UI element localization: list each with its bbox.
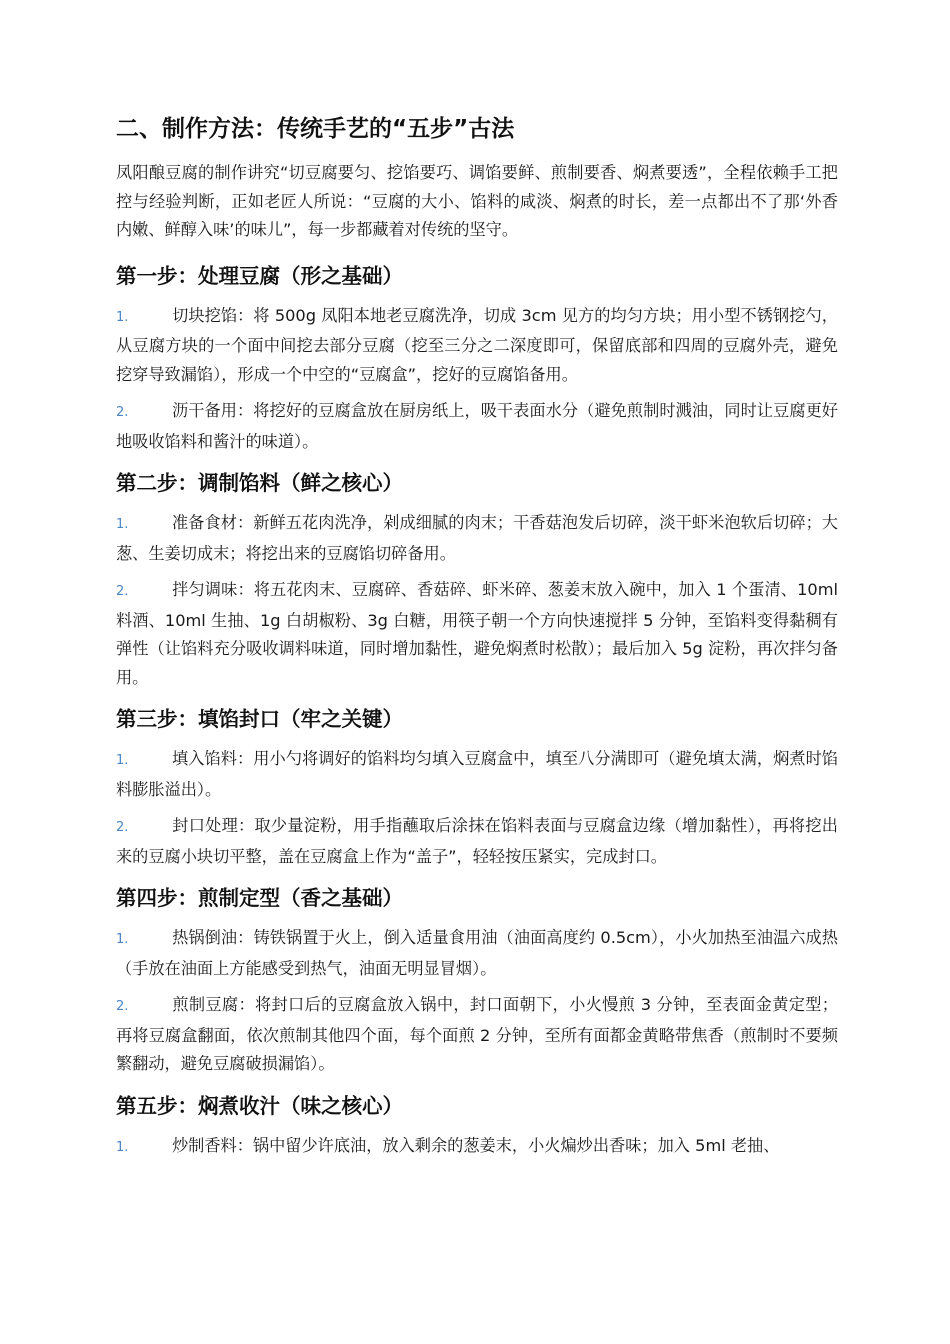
step-2 <box>116 468 838 692</box>
list-number: 1. <box>116 309 129 325</box>
list-item <box>116 1132 838 1163</box>
list-number: 1. <box>116 517 129 532</box>
list-item-text: 封口处理：取少量淀粉，用手指蘸取后涂抹在馅料表面与豆腐盒边缘（增加黏性），再将挖出来的豆腐小块切平整，盖在豆腐盒上作为“盖子”，轻轻按压紧实，完成封口。 <box>116 816 838 866</box>
list-item <box>116 576 838 692</box>
list-item <box>116 397 838 456</box>
list-item-text: 填入馅料：用小勺将调好的馅料均匀填入豆腐盒中，填至八分满即可（避免填太满，焖煮时馅料膨胀溢出）。 <box>116 749 838 799</box>
document-page <box>116 112 838 1174</box>
list-item-text: 煎制豆腐：将封口后的豆腐盒放入锅中，封口面朝下，小火慢煎 3 分钟，至表面金黄定型；再将豆腐盒翻面，依次煎制其他四个面，每个面煎 2 分钟，至所有面都金黄略带焦香（煎制时不要频繁翻动，避免豆腐破损漏馅）。 <box>116 995 838 1073</box>
list-number: 2. <box>116 405 129 420</box>
step-1 <box>116 261 838 457</box>
list-item <box>116 812 838 871</box>
list-number: 2. <box>116 999 129 1014</box>
list-item <box>116 302 838 390</box>
list-number: 1. <box>116 1139 129 1155</box>
list-number: 1. <box>116 753 129 768</box>
list-item-text: 准备食材：新鲜五花肉洗净，剁成细腻的肉末；干香菇泡发后切碎，淡干虾米泡软后切碎；大葱、生姜切成末；将挖出来的豆腐馅切碎备用。 <box>116 513 838 563</box>
list-item-text: 炒制香料：锅中留少许底油，放入剩余的葱姜末，小火煸炒出香味；加入 5ml 老抽、 <box>172 1135 780 1155</box>
step-5 <box>116 1091 838 1163</box>
list-number: 2. <box>116 820 129 835</box>
section-title: 二、制作方法：传统手艺的“五步”古法 <box>116 116 515 142</box>
list-item-text: 热锅倒油：铸铁锅置于火上，倒入适量食用油（油面高度约 0.5cm），小火加热至油温六成热（手放在油面上方能感受到热气，油面无明显冒烟）。 <box>116 928 838 978</box>
step-1-title: 第一步：处理豆腐（形之基础） <box>116 263 403 288</box>
step-5-title: 第五步：焖煮收汁（味之核心） <box>116 1093 403 1118</box>
step-3-title: 第三步：填馅封口（牢之关键） <box>116 707 403 731</box>
list-item-text: 沥干备用：将挖好的豆腐盒放在厨房纸上，吸干表面水分（避免煎制时溅油，同时让豆腐更好地吸收馅料和酱汁的味道）。 <box>116 401 838 451</box>
step-4 <box>116 883 838 1079</box>
list-number: 1. <box>116 932 129 947</box>
list-item-text: 拌匀调味：将五花肉末、豆腐碎、香菇碎、虾米碎、葱姜末放入碗中，加入 1 个蛋清、10ml 料酒、10ml 生抽、1g 白胡椒粉、3g 白糖，用筷子朝一个方向快速搅拌 5 分钟，至馅料变得黏稠有弹性（让馅料充分吸收调料味道，同时增加黏性，避免焖煮时松散）；最后加入 5g 淀粉，再次拌匀备用。 <box>116 580 838 687</box>
list-item <box>116 991 838 1079</box>
list-item <box>116 745 838 804</box>
list-item <box>116 509 838 568</box>
list-number: 2. <box>116 584 129 599</box>
intro-paragraph: 凤阳酿豆腐的制作讲究“切豆腐要匀、挖馅要巧、调馅要鲜、煎制要香、焖煮要透”，全程依赖手工把控与经验判断，正如老匠人所说：“豆腐的大小、馅料的咸淡、焖煮的时长，差一点都出不了那‘外香内嫩、鲜醇入味’的味儿”，每一步都藏着对传统的坚守。 <box>116 163 838 239</box>
list-item <box>116 924 838 983</box>
list-item-text: 切块挖馅：将 500g 凤阳本地老豆腐洗净，切成 3cm 见方的均匀方块；用小型不锈钢挖勺，从豆腐方块的一个面中间挖去部分豆腐（挖至三分之二深度即可，保留底部和四周的豆腐外壳，避免挖穿导致漏馅），形成一个中空的“豆腐盒”，挖好的豆腐馅备用。 <box>116 305 838 384</box>
step-4-title: 第四步：煎制定型（香之基础） <box>116 886 403 910</box>
step-3 <box>116 704 838 871</box>
step-2-title: 第二步：调制馅料（鲜之核心） <box>116 471 403 495</box>
